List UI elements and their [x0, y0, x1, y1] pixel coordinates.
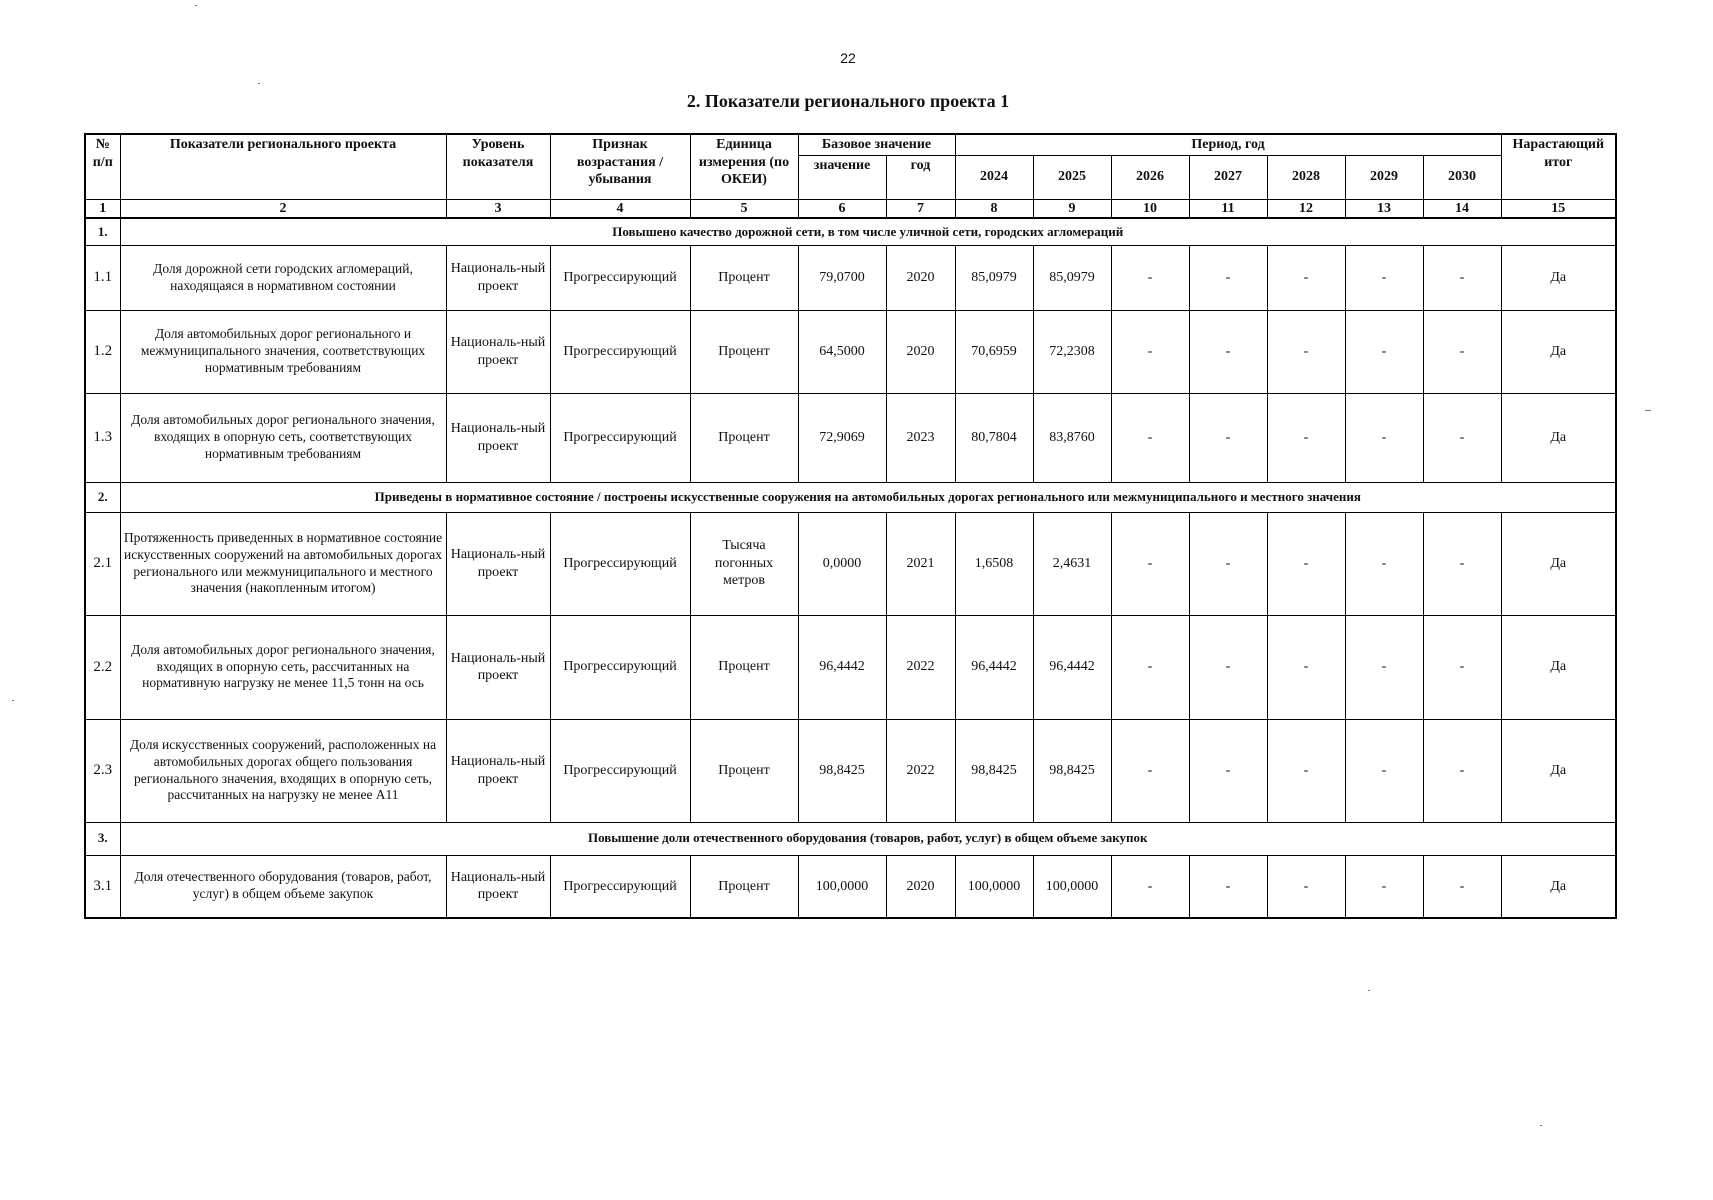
year-value: 96,4442 [1033, 615, 1111, 719]
year-value: - [1189, 719, 1267, 822]
year-value: - [1423, 719, 1501, 822]
year-value: - [1189, 310, 1267, 393]
indicator-unit: Процент [690, 719, 798, 822]
year-value: - [1345, 719, 1423, 822]
base-value: 79,0700 [798, 245, 886, 310]
row-number: 3.1 [85, 855, 120, 918]
year-value: - [1345, 393, 1423, 482]
header-period: Период, год [955, 134, 1501, 155]
section-row [85, 482, 1616, 512]
year-value: - [1267, 719, 1345, 822]
base-value: 0,0000 [798, 512, 886, 615]
indicator-level: Националь-ный проект [446, 310, 550, 393]
year-value: - [1111, 855, 1189, 918]
year-value: - [1423, 393, 1501, 482]
column-number: 1 [85, 199, 120, 218]
base-year: 2023 [886, 393, 955, 482]
table-row [85, 310, 1616, 393]
year-value: - [1111, 393, 1189, 482]
base-year: 2020 [886, 855, 955, 918]
cumulative-value: Да [1501, 512, 1616, 615]
indicator-level: Националь-ный проект [446, 393, 550, 482]
document-title: 2. Показатели регионального проекта 1 [686, 91, 1010, 111]
indicator-name: Протяженность приведенных в нормативное состояние искусственных сооружений на автомобильных дорогах регионального или межмуниципального и местного значения (накопленным итогом) [120, 512, 446, 615]
indicator-level: Националь-ный проект [446, 245, 550, 310]
year-value: - [1267, 393, 1345, 482]
indicator-trend: Прогрессирующий [550, 719, 690, 822]
year-value: 80,7804 [955, 393, 1033, 482]
indicator-unit: Процент [690, 615, 798, 719]
year-value: - [1423, 245, 1501, 310]
year-value: 72,2308 [1033, 310, 1111, 393]
year-value: - [1267, 615, 1345, 719]
indicator-level: Националь-ный проект [446, 855, 550, 918]
scan-speck [1368, 990, 1370, 991]
section-title: Повышение доли отечественного оборудования (товаров, работ, услуг) в общем объеме закупок [120, 822, 1616, 855]
row-number: 1.2 [85, 310, 120, 393]
scan-speck [1540, 1125, 1542, 1126]
column-number: 6 [798, 199, 886, 218]
base-value: 72,9069 [798, 393, 886, 482]
indicator-unit: Процент [690, 393, 798, 482]
indicator-trend: Прогрессирующий [550, 393, 690, 482]
header-year: 2026 [1111, 155, 1189, 199]
cumulative-value: Да [1501, 615, 1616, 719]
year-value: - [1189, 393, 1267, 482]
indicator-trend: Прогрессирующий [550, 512, 690, 615]
year-value: - [1111, 310, 1189, 393]
header-num: № п/п [85, 134, 120, 199]
year-value: - [1189, 855, 1267, 918]
cumulative-value: Да [1501, 719, 1616, 822]
column-number: 3 [446, 199, 550, 218]
year-value: 98,8425 [1033, 719, 1111, 822]
header-trend: Признак возрастания / убывания [550, 134, 690, 199]
year-value: - [1267, 245, 1345, 310]
page-number: 22 [840, 50, 856, 66]
header-unit: Единица измерения (по ОКЕИ) [690, 134, 798, 199]
year-value: - [1111, 245, 1189, 310]
year-value: - [1111, 615, 1189, 719]
indicator-name: Доля автомобильных дорог регионального значения, входящих в опорную сеть, соответствующих нормативным требованиям [120, 393, 446, 482]
base-year: 2022 [886, 719, 955, 822]
column-number: 7 [886, 199, 955, 218]
base-value: 64,5000 [798, 310, 886, 393]
indicator-name: Доля автомобильных дорог регионального значения, входящих в опорную сеть, рассчитанных на нормативную нагрузку не менее 11,5 тонн на ось [120, 615, 446, 719]
year-value: 85,0979 [955, 245, 1033, 310]
column-number: 14 [1423, 199, 1501, 218]
header-year: 2024 [955, 155, 1033, 199]
column-number-row [85, 199, 1616, 218]
year-value: - [1345, 310, 1423, 393]
header-year: 2030 [1423, 155, 1501, 199]
year-value: 85,0979 [1033, 245, 1111, 310]
year-value: - [1267, 512, 1345, 615]
indicator-unit: Процент [690, 310, 798, 393]
header-base-value: значение [798, 155, 886, 199]
header-level: Уровень показателя [446, 134, 550, 199]
year-value: - [1111, 512, 1189, 615]
indicator-unit: Процент [690, 245, 798, 310]
column-number: 8 [955, 199, 1033, 218]
scan-speck [12, 700, 14, 701]
table-row [85, 855, 1616, 918]
cumulative-value: Да [1501, 245, 1616, 310]
year-value: 1,6508 [955, 512, 1033, 615]
table-row [85, 512, 1616, 615]
section-row [85, 218, 1616, 245]
column-number: 5 [690, 199, 798, 218]
column-number: 13 [1345, 199, 1423, 218]
base-year: 2022 [886, 615, 955, 719]
column-number: 12 [1267, 199, 1345, 218]
table-row [85, 719, 1616, 822]
year-value: - [1345, 855, 1423, 918]
indicator-name: Доля автомобильных дорог регионального и межмуниципального значения, соответствующих нормативным требованиям [120, 310, 446, 393]
year-value: - [1111, 719, 1189, 822]
scan-speck [195, 5, 197, 6]
header-year: 2025 [1033, 155, 1111, 199]
table-row [85, 245, 1616, 310]
year-value: 83,8760 [1033, 393, 1111, 482]
indicator-unit: Процент [690, 855, 798, 918]
scan-speck [1645, 410, 1651, 411]
header-indicator: Показатели регионального проекта [120, 134, 446, 199]
year-value: - [1345, 245, 1423, 310]
indicator-trend: Прогрессирующий [550, 310, 690, 393]
indicator-level: Националь-ный проект [446, 615, 550, 719]
row-number: 1.1 [85, 245, 120, 310]
section-title: Повышено качество дорожной сети, в том числе уличной сети, городских агломераций [120, 218, 1616, 245]
cumulative-value: Да [1501, 310, 1616, 393]
scan-speck [258, 83, 260, 84]
row-number: 2.2 [85, 615, 120, 719]
base-value: 96,4442 [798, 615, 886, 719]
indicator-level: Националь-ный проект [446, 719, 550, 822]
column-number: 10 [1111, 199, 1189, 218]
indicator-level: Националь-ный проект [446, 512, 550, 615]
section-number: 2. [85, 482, 120, 512]
header-year: 2029 [1345, 155, 1423, 199]
section-number: 3. [85, 822, 120, 855]
cumulative-value: Да [1501, 393, 1616, 482]
year-value: 2,4631 [1033, 512, 1111, 615]
indicator-name: Доля искусственных сооружений, расположенных на автомобильных дорогах общего пользования регионального значения, входящих в опорную сеть, рассчитанных на нагрузку не менее А11 [120, 719, 446, 822]
row-number: 2.1 [85, 512, 120, 615]
base-year: 2020 [886, 245, 955, 310]
column-number: 15 [1501, 199, 1616, 218]
year-value: - [1267, 310, 1345, 393]
header-base: Базовое значение [798, 134, 955, 155]
base-year: 2021 [886, 512, 955, 615]
year-value: - [1267, 855, 1345, 918]
year-value: - [1423, 310, 1501, 393]
header-base-year: год [886, 155, 955, 199]
row-number: 1.3 [85, 393, 120, 482]
year-value: 70,6959 [955, 310, 1033, 393]
indicator-name: Доля дорожной сети городских агломераций, находящаяся в нормативном состоянии [120, 245, 446, 310]
base-year: 2020 [886, 310, 955, 393]
column-number: 11 [1189, 199, 1267, 218]
header-year: 2027 [1189, 155, 1267, 199]
column-number: 2 [120, 199, 446, 218]
header-cumulative: Нарастающий итог [1501, 134, 1616, 199]
row-number: 2.3 [85, 719, 120, 822]
year-value: 100,0000 [1033, 855, 1111, 918]
section-number: 1. [85, 218, 120, 245]
year-value: - [1189, 615, 1267, 719]
year-value: 96,4442 [955, 615, 1033, 719]
year-value: - [1423, 615, 1501, 719]
year-value: - [1345, 512, 1423, 615]
indicator-trend: Прогрессирующий [550, 245, 690, 310]
column-number: 4 [550, 199, 690, 218]
year-value: - [1423, 855, 1501, 918]
section-title: Приведены в нормативное состояние / построены искусственные сооружения на автомобильных дорогах регионального или межмуниципального и местного значения [120, 482, 1616, 512]
cumulative-value: Да [1501, 855, 1616, 918]
base-value: 100,0000 [798, 855, 886, 918]
indicator-unit: Тысяча погонных метров [690, 512, 798, 615]
year-value: - [1189, 245, 1267, 310]
table-row [85, 615, 1616, 719]
year-value: 98,8425 [955, 719, 1033, 822]
year-value: - [1423, 512, 1501, 615]
header-year: 2028 [1267, 155, 1345, 199]
year-value: - [1345, 615, 1423, 719]
table-row [85, 393, 1616, 482]
base-value: 98,8425 [798, 719, 886, 822]
indicators-table [84, 133, 1617, 919]
indicator-trend: Прогрессирующий [550, 615, 690, 719]
indicator-name: Доля отечественного оборудования (товаров, работ, услуг) в общем объеме закупок [120, 855, 446, 918]
indicator-trend: Прогрессирующий [550, 855, 690, 918]
column-number: 9 [1033, 199, 1111, 218]
year-value: - [1189, 512, 1267, 615]
section-row [85, 822, 1616, 855]
year-value: 100,0000 [955, 855, 1033, 918]
